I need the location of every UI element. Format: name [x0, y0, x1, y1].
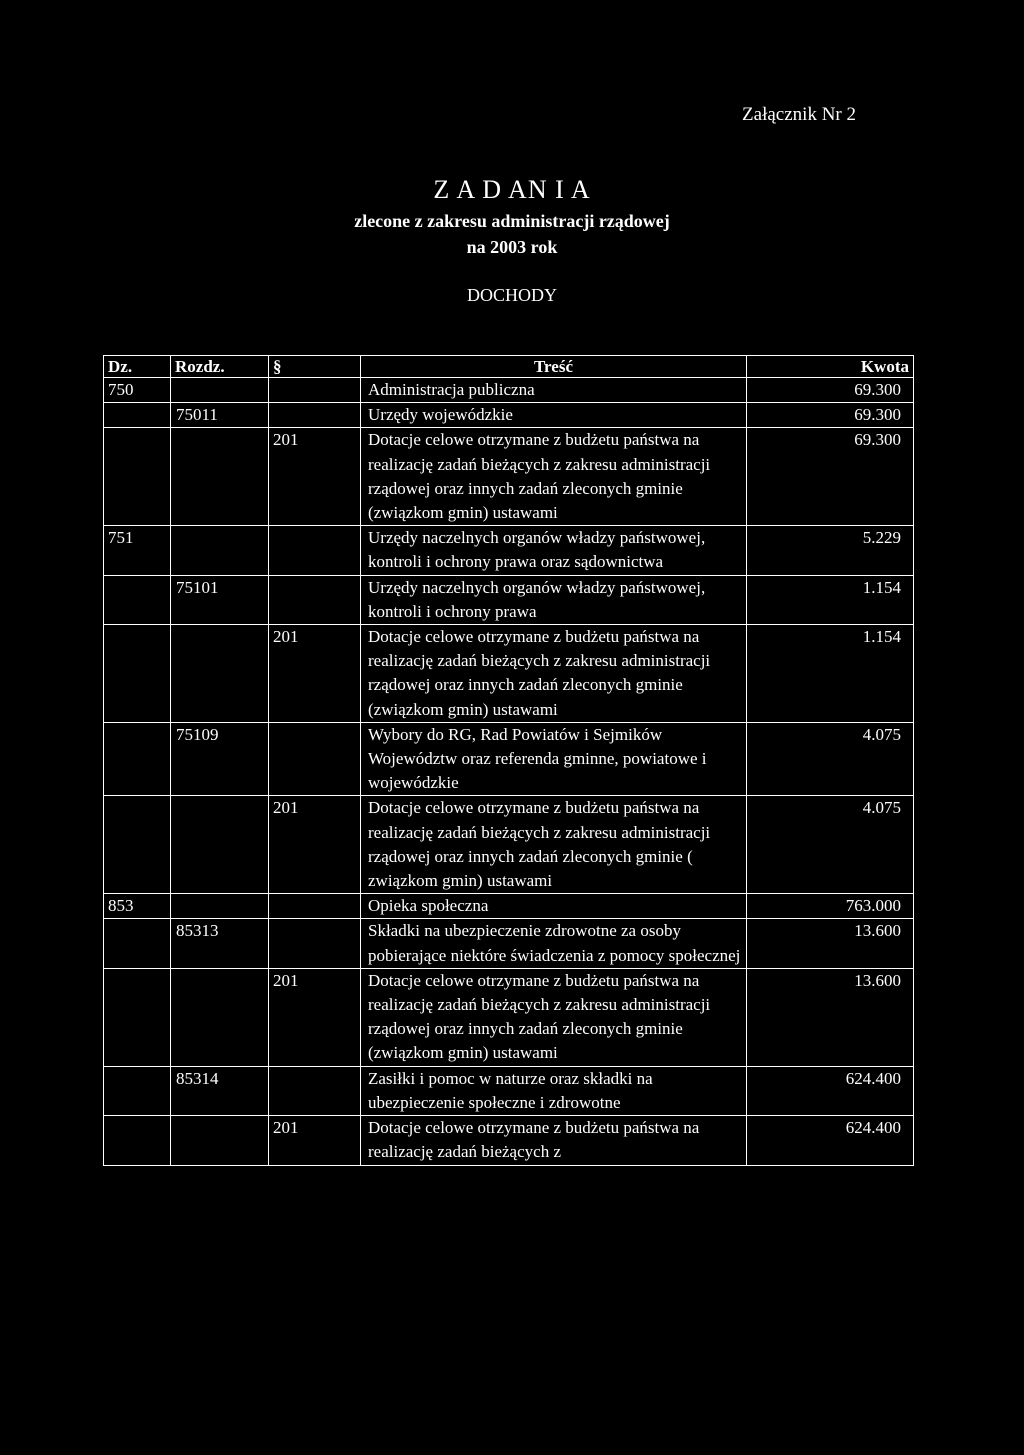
header-kwota: Kwota [747, 356, 914, 378]
cell-dz [104, 403, 171, 428]
cell-tresc: Dotacje celowe otrzymane z budżetu państwa na realizację zadań bieżących z [361, 1116, 747, 1165]
cell-rozdz: 75101 [171, 575, 269, 624]
cell-dz [104, 1116, 171, 1165]
cell-paragraph [269, 1066, 361, 1115]
table-row [104, 722, 914, 796]
cell-paragraph: 201 [269, 1116, 361, 1165]
cell-kwota: 763.000 [747, 894, 914, 919]
cell-dz [104, 575, 171, 624]
cell-kwota: 1.154 [747, 575, 914, 624]
cell-kwota: 1.154 [747, 625, 914, 723]
cell-kwota: 13.600 [747, 968, 914, 1066]
cell-paragraph [269, 575, 361, 624]
cell-kwota: 4.075 [747, 722, 914, 796]
cell-rozdz [171, 1116, 269, 1165]
table-row [104, 1066, 914, 1115]
cell-dz [104, 968, 171, 1066]
cell-kwota: 4.075 [747, 796, 914, 894]
cell-paragraph: 201 [269, 625, 361, 723]
table-header-row [104, 356, 914, 378]
cell-tresc: Dotacje celowe otrzymane z budżetu państwa na realizację zadań bieżących z zakresu administracji rządowej oraz innych zadań zleconych gminie (związkom gmin) ustawami [361, 968, 747, 1066]
table-row [104, 1116, 914, 1165]
cell-paragraph: 201 [269, 796, 361, 894]
cell-dz: 751 [104, 526, 171, 575]
cell-dz [104, 625, 171, 723]
table-row [104, 403, 914, 428]
table-row [104, 526, 914, 575]
cell-dz [104, 919, 171, 968]
table-row [104, 968, 914, 1066]
table-row [104, 428, 914, 526]
header-rozdz: Rozdz. [171, 356, 269, 378]
cell-rozdz: 75011 [171, 403, 269, 428]
cell-rozdz: 85313 [171, 919, 269, 968]
document-title: Z A D AN I A [433, 175, 591, 204]
budget-table [103, 355, 914, 1166]
cell-rozdz: 75109 [171, 722, 269, 796]
header-dz: Dz. [104, 356, 171, 378]
cell-tresc: Urzędy naczelnych organów władzy państwowej, kontroli i ochrony prawa [361, 575, 747, 624]
document-subtitle-line1: zlecone z zakresu administracji rządowej [354, 211, 670, 231]
cell-dz [104, 796, 171, 894]
cell-kwota: 69.300 [747, 403, 914, 428]
cell-tresc: Administracja publiczna [361, 378, 747, 403]
cell-tresc: Dotacje celowe otrzymane z budżetu państwa na realizację zadań bieżących z zakresu administracji rządowej oraz innych zadań zleconych gminie ( związkom gmin) ustawami [361, 796, 747, 894]
cell-dz [104, 428, 171, 526]
cell-tresc: Opieka społeczna [361, 894, 747, 919]
table-row [104, 919, 914, 968]
cell-rozdz [171, 378, 269, 403]
table-row [104, 894, 914, 919]
section-heading: DOCHODY [467, 285, 557, 305]
cell-tresc: Urzędy wojewódzkie [361, 403, 747, 428]
cell-rozdz [171, 894, 269, 919]
header-paragraph: § [269, 356, 361, 378]
cell-paragraph [269, 919, 361, 968]
cell-tresc: Urzędy naczelnych organów władzy państwowej, kontroli i ochrony prawa oraz sądownictwa [361, 526, 747, 575]
cell-tresc: Składki na ubezpieczenie zdrowotne za osoby pobierające niektóre świadczenia z pomocy społecznej [361, 919, 747, 968]
cell-tresc: Zasiłki i pomoc w naturze oraz składki na ubezpieczenie społeczne i zdrowotne [361, 1066, 747, 1115]
cell-rozdz [171, 526, 269, 575]
cell-rozdz [171, 625, 269, 723]
table-row [104, 796, 914, 894]
cell-paragraph: 201 [269, 428, 361, 526]
cell-kwota: 624.400 [747, 1066, 914, 1115]
cell-dz: 750 [104, 378, 171, 403]
attachment-label: Załącznik Nr 2 [742, 104, 856, 125]
cell-dz [104, 722, 171, 796]
cell-paragraph [269, 378, 361, 403]
cell-rozdz [171, 796, 269, 894]
cell-kwota: 69.300 [747, 378, 914, 403]
table-row [104, 378, 914, 403]
cell-dz [104, 1066, 171, 1115]
cell-paragraph [269, 722, 361, 796]
cell-rozdz [171, 968, 269, 1066]
cell-kwota: 69.300 [747, 428, 914, 526]
table-row [104, 575, 914, 624]
document-subtitle-line2: na 2003 rok [466, 237, 558, 257]
cell-paragraph [269, 403, 361, 428]
cell-kwota: 624.400 [747, 1116, 914, 1165]
cell-kwota: 5.229 [747, 526, 914, 575]
cell-paragraph: 201 [269, 968, 361, 1066]
cell-dz: 853 [104, 894, 171, 919]
cell-paragraph [269, 894, 361, 919]
cell-tresc: Dotacje celowe otrzymane z budżetu państwa na realizację zadań bieżących z zakresu administracji rządowej oraz innych zadań zleconych gminie (związkom gmin) ustawami [361, 428, 747, 526]
cell-rozdz [171, 428, 269, 526]
cell-kwota: 13.600 [747, 919, 914, 968]
table-row [104, 625, 914, 723]
cell-tresc: Dotacje celowe otrzymane z budżetu państwa na realizację zadań bieżących z zakresu administracji rządowej oraz innych zadań zleconych gminie (związkom gmin) ustawami [361, 625, 747, 723]
cell-rozdz: 85314 [171, 1066, 269, 1115]
header-tresc: Treść [361, 356, 747, 378]
cell-tresc: Wybory do RG, Rad Powiatów i Sejmików Województw oraz referenda gminne, powiatowe i wojewódzkie [361, 722, 747, 796]
cell-paragraph [269, 526, 361, 575]
